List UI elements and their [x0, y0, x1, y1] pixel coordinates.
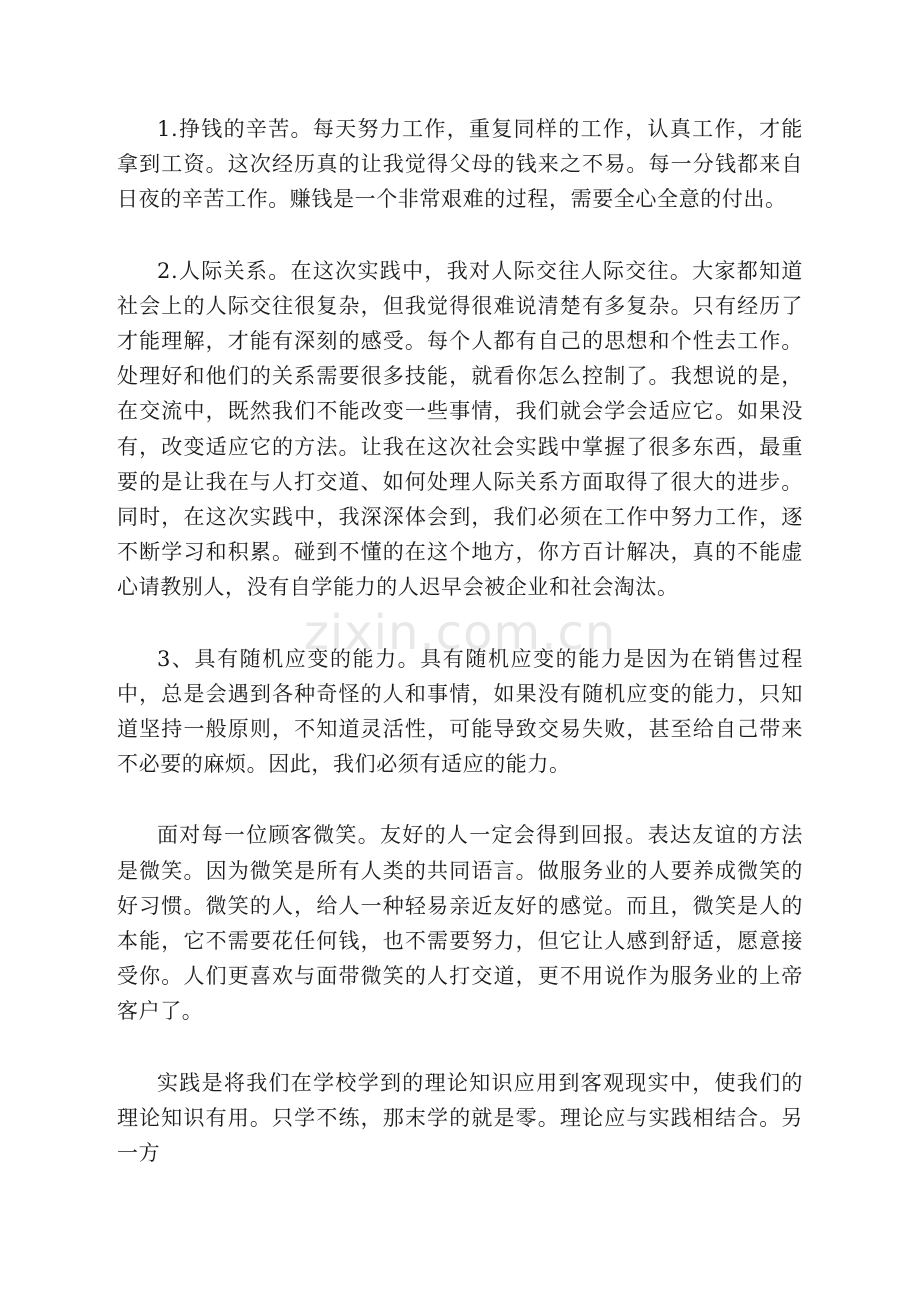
- paragraph-practice-and-theory: 实践是将我们在学校学到的理论知识应用到客观现实中，使我们的理论知识有用。只学不练，那末学的就是零。理论应与实践相结合。另一方: [117, 1070, 803, 1166]
- paragraph-adaptability: 3、具有随机应变的能力。具有随机应变的能力是因为在销售过程中，总是会遇到各种奇怪的人和事情，如果没有随机应变的能力，只知道坚持一般原则，不知道灵活性，可能导致交易失败，甚至给自己带来不必要的麻烦。因此，我们必须有适应的能力。: [117, 646, 803, 777]
- document-body: [117, 112, 803, 1171]
- watermark: zixin.com.cn: [303, 605, 617, 661]
- paragraph-interpersonal-relations: 2.人际关系。在这次实践中，我对人际交往人际交往。大家都知道社会上的人际交往很复杂，但我觉得很难说清楚有多复杂。只有经历了才能理解，才能有深刻的感受。每个人都有自己的思想和个性去工作。处理好和他们的关系需要很多技能，就看你怎么控制了。我想说的是，在交流中，既然我们不能改变一些事情，我们就会学会适应它。如果没有，改变适应它的方法。让我在这次社会实践中掌握了很多东西，最重要的是让我在与人打交道、如何处理人际关系方面取得了很大的进步。同时，在这次实践中，我深深体会到，我们必须在工作中努力工作，逐不断学习和积累。碰到不懂的在这个地方，你方百计解决，真的不能虚心请教别人，没有自学能力的人迟早会被企业和社会淘汰。: [117, 258, 803, 600]
- paragraph-smile-at-customers: 面对每一位顾客微笑。友好的人一定会得到回报。表达友谊的方法是微笑。因为微笑是所有人类的共同语言。做服务业的人要养成微笑的好习惯。微笑的人，给人一种轻易亲近友好的感觉。而且，微笑是人的本能，它不需要花任何钱，也不需要努力，但它让人感到舒适，愿意接受你。人们更喜欢与面带微笑的人打交道，更不用说作为服务业的上帝客户了。: [117, 823, 803, 1024]
- paragraph-earning-hardship: 1.挣钱的辛苦。每天努力工作，重复同样的工作，认真工作，才能拿到工资。这次经历真的让我觉得父母的钱来之不易。每一分钱都来自日夜的辛苦工作。赚钱是一个非常艰难的过程，需要全心全意的付出。: [117, 117, 803, 212]
